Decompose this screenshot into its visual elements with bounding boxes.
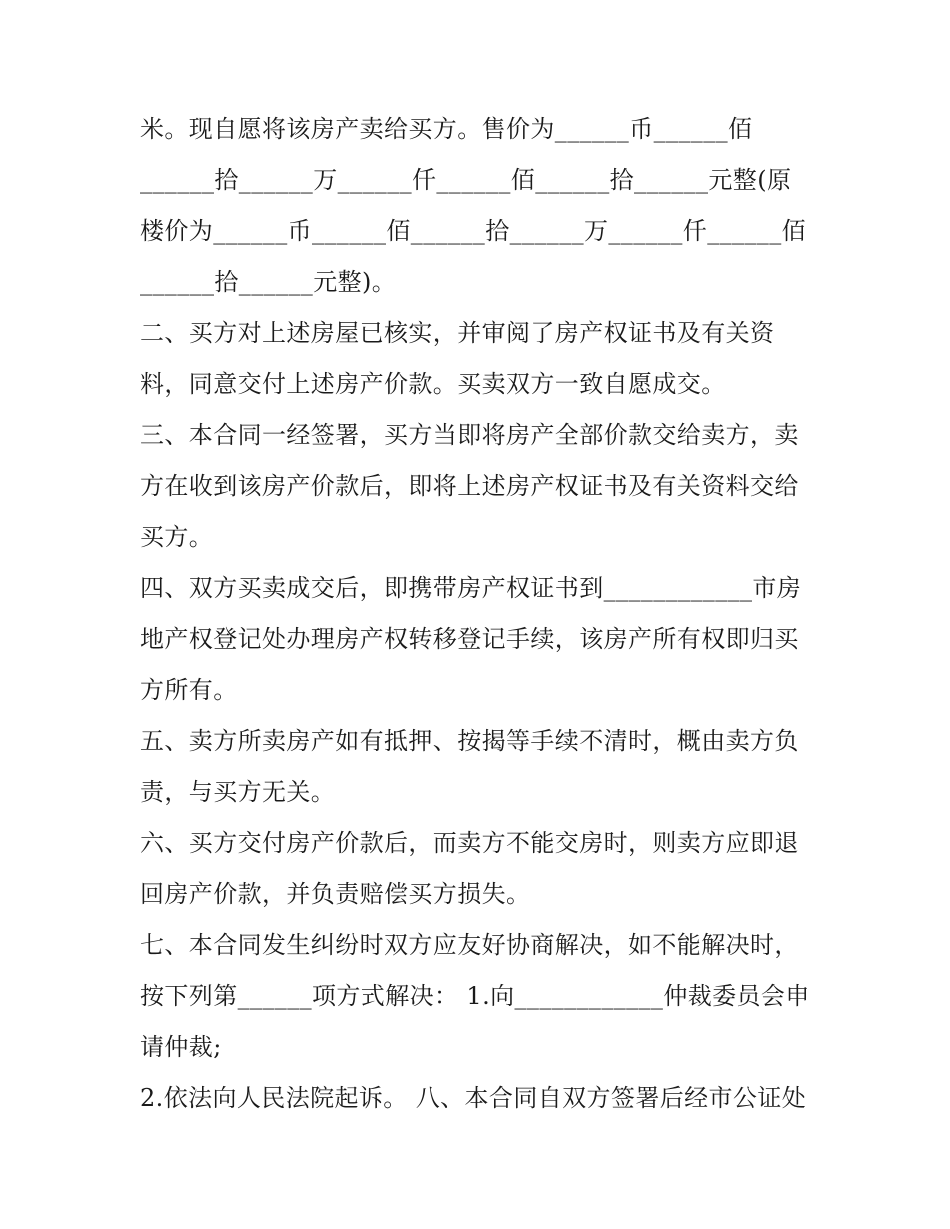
text-line: 七、本合同发生纠纷时双方应友好协商解决，如不能解决时，: [140, 931, 799, 959]
text-line: 三、本合同一经签署，买方当即将房产全部价款交给卖方，卖: [140, 421, 799, 449]
text-line: 请仲裁;: [140, 1033, 222, 1061]
text-line: 四、双方买卖成交后，即携带房产权证书到____________市房: [140, 574, 802, 602]
text-line: 买方。: [140, 523, 214, 551]
text-line: ______拾______元整)。: [140, 268, 397, 296]
text-line: 方所有。: [140, 676, 238, 704]
text-line: 六、买方交付房产价款后，而卖方不能交房时，则卖方应即退: [140, 829, 799, 857]
text-line: 责，与买方无关。: [140, 778, 336, 806]
text-line: 二、买方对上述房屋已核实，并审阅了房产权证书及有关资: [140, 319, 775, 347]
text-line: 2.依法向人民法院起诉。 八、本合同自双方签署后经市公证处: [140, 1084, 807, 1112]
text-line: 料，同意交付上述房产价款。买卖双方一致自愿成交。: [140, 370, 726, 398]
text-line: 回房产价款，并负责赔偿买方损失。: [140, 880, 531, 908]
text-line: ______拾______万______仟______佰______拾______元整(原: [140, 166, 792, 194]
text-line: 五、卖方所卖房产如有抵押、按揭等手续不清时，概由卖方负: [140, 727, 799, 755]
text-line: 按下列第______项方式解决： 1.向____________仲裁委员会申: [140, 982, 810, 1010]
text-line: 楼价为______币______佰______拾______万______仟______佰: [140, 217, 806, 245]
text-line: 米。现自愿将该房产卖给买方。售价为______币______佰: [140, 115, 753, 143]
text-line: 方在收到该房产价款后，即将上述房产权证书及有关资料交给: [140, 472, 799, 500]
text-line: 地产权登记处办理房产权转移登记手续，该房产所有权即归买: [140, 625, 799, 653]
